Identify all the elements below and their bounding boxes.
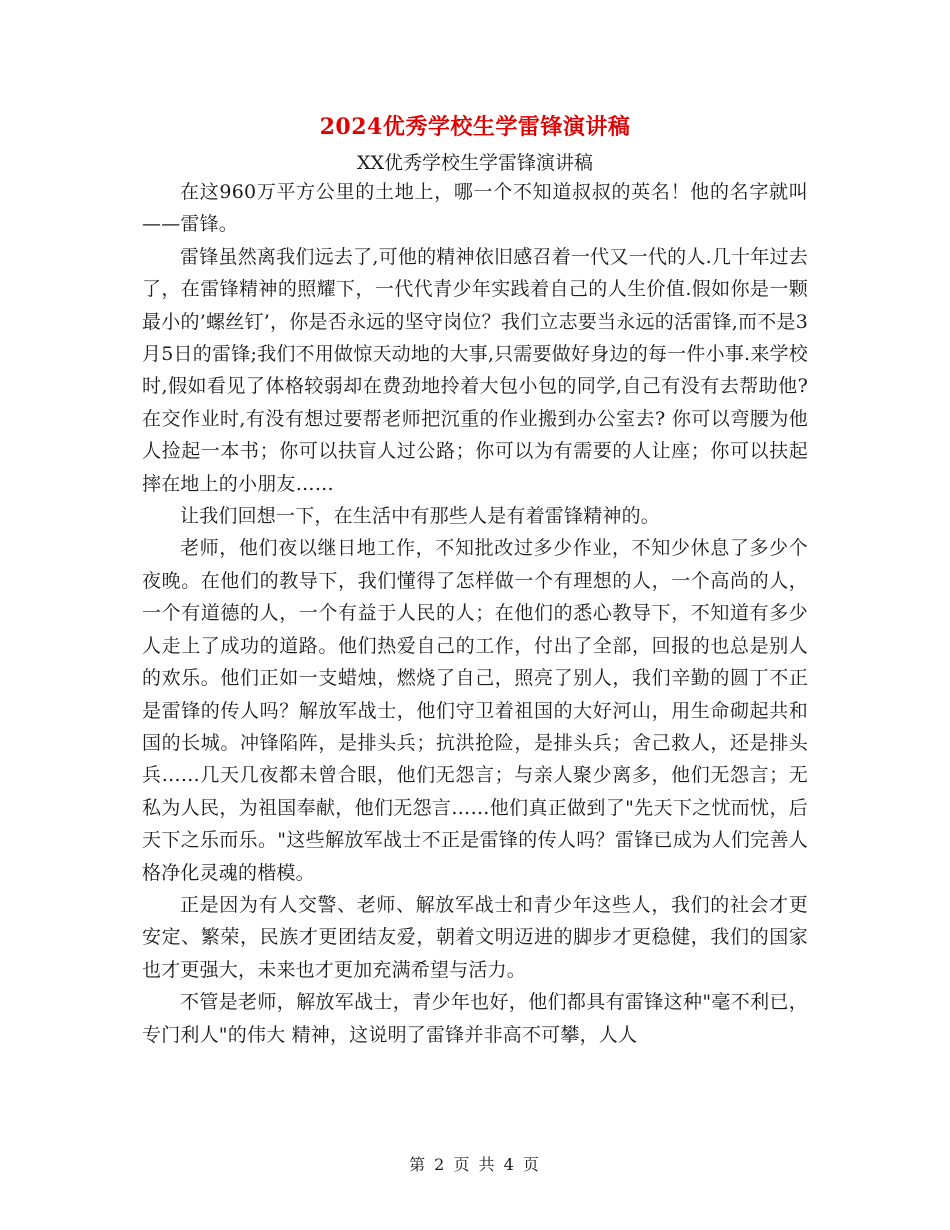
page-subtitle: XX优秀学校生学雷锋演讲稿 — [356, 152, 594, 174]
paragraph-2: 雷锋虽然离我们远去了,可他的精神依旧感召着一代又一代的人.几十年过去了，在雷锋精神的照耀下，一代代青少年实践着自己的人生价值.假如你是一颗最小的’螺丝钉’，你是否永远的坚守岗位？我们立志要当永远的活雷锋,而不是3月5日的雷锋;我们不用做惊天动地的大事,只需要做好身边的每一件小事.来学校时,假如看见了体格较弱却在费劲地拎着大包小包的同学,自己有没有去帮助他?在交作业时,有没有想过要帮老师把沉重的作业搬到办公室去? 你可以弯腰为他人捡起一本书；你可以扶盲人过公路；你可以为有需要的人让座；你可以扶起摔在地上的小朋友…… — [142, 245, 808, 495]
page-title: 2024优秀学校生学雷锋演讲稿 — [319, 114, 631, 140]
paragraph-6: 不管是老师，解放军战士，青少年也好，他们都具有雷锋这种"毫不利已，专门利人"的伟大 精神，这说明了雷锋并非高不可攀，人人 — [142, 991, 808, 1046]
paragraph-1: 在这960万平方公里的土地上，哪一个不知道叔叔的英名！他的名字就叫——雷锋。 — [142, 181, 808, 236]
paragraph-3: 让我们回想一下，在生活中有那些人是有着雷锋精神的。 — [180, 505, 661, 528]
paragraph-4: 老师，他们夜以继日地工作，不知批改过多少作业，不知少休息了多少个夜晚。在他们的教导下，我们懂得了怎样做一个有理想的人，一个高尚的人，一个有道德的人，一个有益于人民的人；在他们的悉心教导下，不知道有多少人走上了成功的道路。他们热爱自己的工作，付出了全部，回报的也总是别人的欢乐。他们正如一支蜡烛，燃烧了自己，照亮了别人，我们辛勤的圆丁不正是雷锋的传人吗？解放军战士，他们守卫着祖国的大好河山，用生命砌起共和国的长城。冲锋陷阵，是排头兵；抗洪抢险，是排头兵；舍己救人，还是排头兵……几天几夜都未曾合眼，他们无怨言；与亲人聚少离多，他们无怨言；无私为人民，为祖国奉献，他们无怨言……他们真正做到了"先天下之忧而忧，后天下之乐而乐。"这些解放军战士不正是雷锋的传人吗？雷锋已成为人们完善人格净化灵魂的楷模。 — [142, 537, 808, 884]
page-footer: 第 2 页 共 4 页 — [409, 1155, 541, 1174]
document-body — [142, 176, 808, 1051]
paragraph-5: 正是因为有人交警、老师、解放军战士和青少年这些人，我们的社会才更安定、繁荣，民族才更团结友爱，朝着文明迈进的脚步才更稳健，我们的国家也才更强大，未来也才更加充满希望与活力。 — [142, 893, 808, 981]
